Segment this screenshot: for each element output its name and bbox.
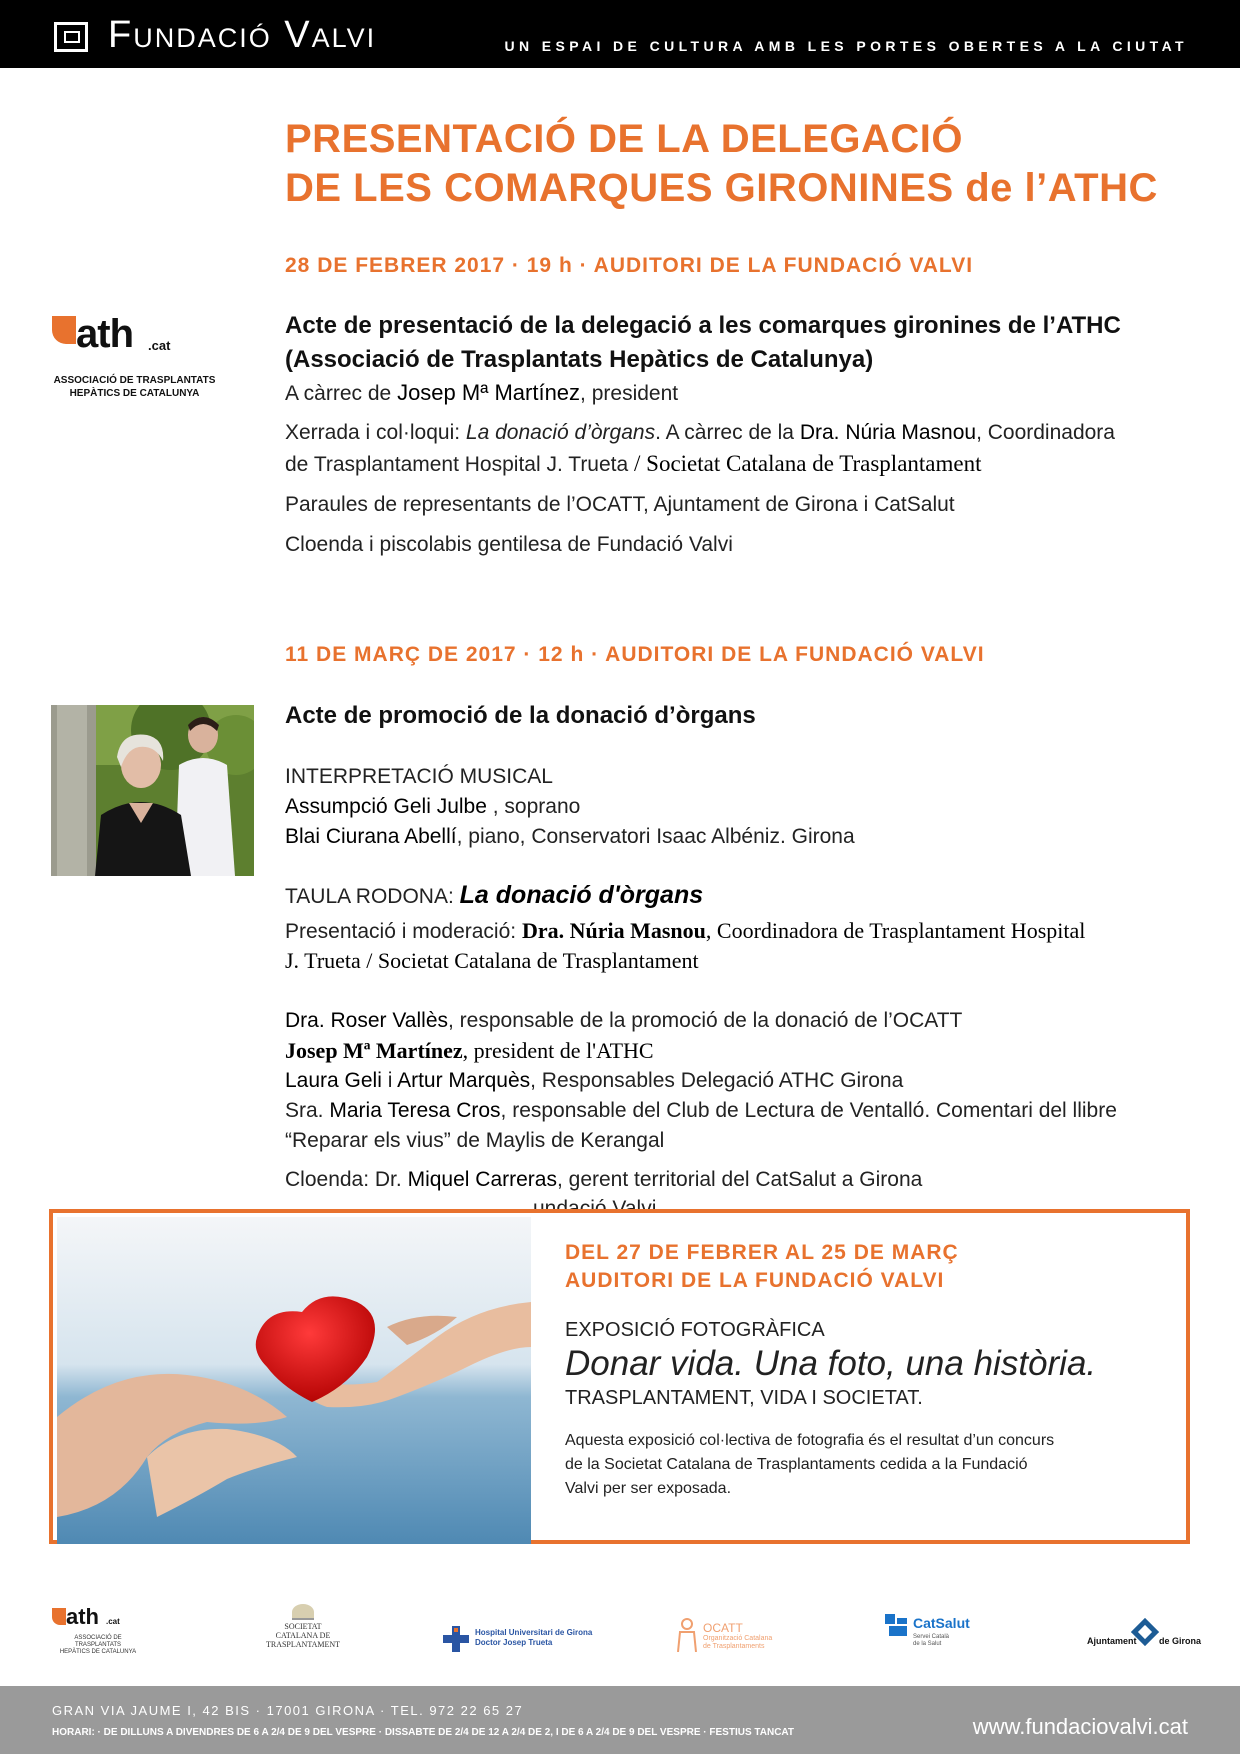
moderation: Presentació i moderació: Dra. Núria Masnou, Coordinadora de Trasplantament Hospital bbox=[285, 918, 1086, 943]
sponsor-sct-logo: SOCIETAT CATALANA DE TRASPLANTAMENT bbox=[258, 1604, 348, 1654]
catsalut-symbol-icon bbox=[885, 1614, 909, 1636]
exhibition-subtitle: TRASPLANTAMENT, VIDA I SOCIETAT. bbox=[565, 1387, 923, 1409]
footer-hours: HORARI: · DE DILLUNS A DIVENDRES DE 6 A 2/4 DE 9 DEL VESPRE · DISSABTE DE 2/4 DE 12 A 2/4 DE 2, I DE 6 A 2/4 DE 9 DEL VESPRE · FESTIUS TANCAT bbox=[52, 1727, 795, 1738]
sct-emblem-icon bbox=[292, 1604, 314, 1620]
event1-heading-1: Acte de presentació de la delegació a les comarques gironines de l’ATHC bbox=[285, 312, 1121, 339]
participant-1: Dra. Roser Vallès, responsable de la promoció de la donació de l’OCATT bbox=[285, 1009, 963, 1032]
participant-2: Josep Mª Martínez, president de l'ATHC bbox=[285, 1038, 654, 1063]
moderation-line2: J. Trueta / Societat Catalana de Trasplantament bbox=[285, 948, 699, 973]
event1-heading-2: (Associació de Trasplantats Hepàtics de Catalunya) bbox=[285, 346, 874, 373]
brand-name: Fundació Valvi bbox=[108, 14, 377, 56]
event1-talk: Xerrada i col·loqui: La donació d’òrgans. A càrrec de la Dra. Núria Masnou, Coordinadora bbox=[285, 421, 1115, 444]
sponsor-ath-logo: ath .cat ASSOCIACIÓ DE TRASPLANTATS HEPÀTICS DE CATALUNYA bbox=[52, 1604, 152, 1654]
exhibition-title: Donar vida. Una foto, una història. bbox=[565, 1344, 1097, 1383]
hands-heart-photo bbox=[57, 1217, 531, 1544]
sponsor-ajuntament-logo: Ajuntament de Girona bbox=[1085, 1604, 1190, 1654]
ocatt-figure-icon bbox=[675, 1618, 699, 1652]
music-label: INTERPRETACIÓ MUSICAL bbox=[285, 765, 553, 788]
event1-charge: A càrrec de Josep Mª Martínez, president bbox=[285, 380, 679, 405]
event1-words: Paraules de representants de l’OCATT, Ajuntament de Girona i CatSalut bbox=[285, 493, 955, 516]
musicians-photo bbox=[51, 705, 254, 876]
event1-charge-name: Josep Mª Martínez bbox=[397, 380, 581, 405]
event2-closing: Cloenda: Dr. Miquel Carreras, gerent territorial del CatSalut a Girona bbox=[285, 1168, 923, 1191]
singer: Assumpció Geli Julbe , soprano bbox=[285, 795, 581, 818]
ath-logo-subtitle: ASSOCIACIÓ DE TRASPLANTATS HEPÀTICS DE CATALUNYA bbox=[53, 375, 216, 399]
sponsor-hospital-logo: Hospital Universitari de Girona Doctor Josep Trueta bbox=[443, 1604, 603, 1654]
exhibition-box bbox=[49, 1209, 1190, 1544]
event1-talk-line2: de Trasplantament Hospital J. Trueta / Societat Catalana de Trasplantament bbox=[285, 451, 982, 476]
hospital-cross-icon bbox=[443, 1626, 469, 1652]
event1-talk-name: Dra. Núria Masnou bbox=[799, 421, 977, 444]
event1-talk-title: La donació d’òrgans bbox=[465, 421, 656, 444]
exhibition-date-1: DEL 27 DE FEBRER AL 25 DE MARÇ bbox=[565, 1241, 959, 1264]
round-table: TAULA RODONA: La donació d'òrgans bbox=[285, 881, 704, 909]
round-table-title: La donació d'òrgans bbox=[459, 881, 704, 909]
pianist: Blai Ciurana Abellí, piano, Conservatori Isaac Albéniz. Girona bbox=[285, 825, 855, 848]
exhibition-type: EXPOSICIÓ FOTOGRÀFICA bbox=[565, 1319, 825, 1341]
exhibition-date-2: AUDITORI DE LA FUNDACIÓ VALVI bbox=[565, 1269, 945, 1292]
exhibition-text bbox=[565, 1239, 1165, 1501]
footer-website-link[interactable]: www.fundaciovalvi.cat bbox=[972, 1714, 1188, 1739]
ath-logo-cat: .cat bbox=[148, 338, 171, 353]
ath-logo-word: ath bbox=[76, 312, 133, 356]
participant-4: Sra. Maria Teresa Cros, responsable del Club de Lectura de Ventalló. Comentari del llibre bbox=[285, 1099, 1117, 1122]
event2-heading: Acte de promoció de la donació d’òrgans bbox=[285, 702, 756, 729]
page-title-line-1: PRESENTACIÓ DE LA DELEGACIÓ bbox=[285, 117, 963, 161]
footer-address: GRAN VIA JAUME I, 42 BIS · 17001 GIRONA · TEL. 972 22 65 27 bbox=[52, 1703, 524, 1718]
event1-date: 28 DE FEBRER 2017 · 19 h · AUDITORI DE LA FUNDACIÓ VALVI bbox=[285, 254, 974, 277]
event1-closing: Cloenda i piscolabis gentilesa de Fundació Valvi bbox=[285, 533, 733, 556]
page-title-line-2: DE LES COMARQUES GIRONINES de l’ATHC bbox=[285, 166, 1158, 210]
event2-date: 11 DE MARÇ DE 2017 · 12 h · AUDITORI DE LA FUNDACIÓ VALVI bbox=[285, 643, 985, 666]
ath-flag-icon bbox=[52, 316, 76, 344]
participant-4-line2: “Reparar els vius” de Maylis de Kerangal bbox=[285, 1129, 665, 1152]
exhibition-description: Aquesta exposició col·lectiva de fotografia és el resultat d’un concurs de la Societat Catalana de Trasplantaments cedida a la Fundació Valvi per ser exposada. bbox=[565, 1432, 1055, 1497]
sponsor-catsalut-logo: CatSalut Servei Català de la Salut bbox=[885, 1604, 985, 1654]
participant-3: Laura Geli i Artur Marquès, Responsables Delegació ATHC Girona bbox=[285, 1069, 904, 1092]
sponsor-ocatt-logo: OCATT Organització Catalana de Trasplantaments bbox=[675, 1604, 785, 1654]
brand-logo-icon bbox=[54, 22, 88, 52]
tagline: UN ESPAI DE CULTURA AMB LES PORTES OBERTES A LA CIUTAT bbox=[504, 38, 1188, 54]
